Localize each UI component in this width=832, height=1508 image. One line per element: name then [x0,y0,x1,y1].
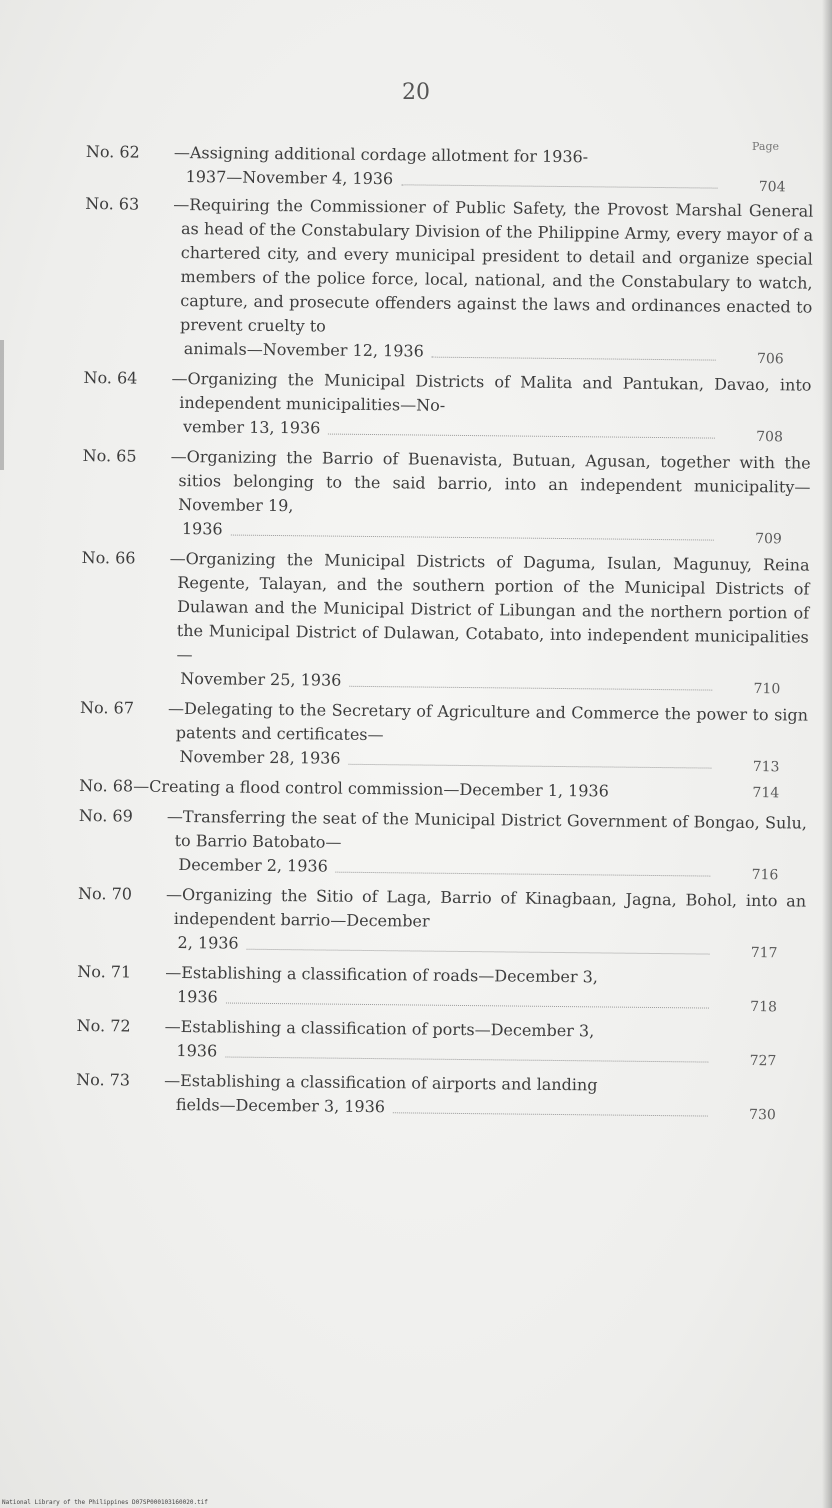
entry-date: 1937—November 4, 1936 [185,167,394,189]
binding-mark [0,340,4,470]
entry-page: 718 [750,999,778,1016]
entry-page: 704 [758,179,786,196]
entry-number: No. 69 [78,805,133,826]
entry-title: —Organizing the Sitio of Laga, Barrio of Kinagbaan, Jagna, Bohol, into an independent barrio—December [166,884,807,931]
entry-date: November 28, 1936 [179,747,341,768]
dot-leader [393,1111,708,1116]
entry-heading [82,444,811,524]
dot-leader [226,1002,709,1009]
toc-entry [77,960,777,1015]
toc-entry [77,882,807,962]
entry-date: 1936 [176,1040,218,1061]
entry-page: 709 [755,531,782,548]
entry-page: 717 [750,945,778,962]
entry-number: No. 62 [85,141,140,162]
entry-number: No. 63 [85,193,140,214]
entry-heading [83,366,811,422]
dot-leader [432,356,716,361]
entry-heading [79,804,807,860]
entry-heading [79,774,779,805]
dot-leader [247,948,710,955]
toc-entry [82,444,811,548]
entry-page: 730 [749,1106,776,1124]
entry-title: —Requiring the Commissioner of Public Safety, the Provost Marshal General as head of the Constabulary Division of the Philippine Army, every mayor of a chartered city, and every municipal president to detail and organize special members of the police force, local, national, and the Constabulary to watch, capture, and prosecute offenders against the laws and ordinances enacted to prevent cruelty to [173,194,814,336]
entry-title: —Establishing a classification of roads—December 3, [165,962,599,987]
entry-number: No. 67 [79,697,135,718]
dot-leader [401,183,717,188]
entry-number: No. 70 [78,883,133,904]
entry-heading [84,192,813,344]
entry-number: No. 72 [76,1015,131,1036]
entry-title: —Establishing a classification of airports and landing [164,1070,598,1095]
scan-footer: National Library of the Philippines D07SP000103160020.tif [2,1499,208,1506]
page-edge-shadow [822,0,832,1508]
entry-date: 1936 [181,519,223,539]
entry-heading [80,546,809,674]
dot-leader [231,534,714,541]
entry-page: 706 [756,351,784,368]
entry-page: 710 [753,681,781,698]
entry-title: —Transferring the seat of the Municipal District Government of Bongao, Sulu, to Barrio Batobato— [166,806,807,852]
entry-page: 708 [756,429,784,446]
entry-page: 716 [751,867,779,884]
entry-page: 713 [752,759,780,776]
page-number: 20 [402,80,430,105]
dot-leader [336,871,711,877]
entry-title: —Organizing the Municipal Districts of Malita and Pantukan, Davao, into independent municipalities—No- [171,368,812,415]
entry-date: 1936 [176,987,218,1007]
toc-entry [78,804,807,884]
entry-date: 2, 1936 [177,933,239,953]
dot-leader [225,1056,708,1063]
entry-number: No. 71 [77,961,132,982]
toc-entry [79,696,809,776]
toc-list [76,140,814,1129]
entry-date: vember 13, 1936 [182,417,321,438]
page-column-label: Page [752,140,780,153]
entry-number: No. 65 [82,445,137,466]
toc-entry [76,1014,776,1069]
dot-leader [349,685,712,691]
toc-entry [80,546,810,698]
entry-page: 714 [752,785,780,802]
entry-page: 727 [749,1053,777,1070]
entry-title: —Assigning additional cordage allotment for 1936- [173,142,589,167]
entry-number: No. 73 [76,1069,131,1090]
entry-title: —Creating a flood control commission—December 1, 1936 [133,776,609,801]
entry-number: No. 64 [83,367,138,388]
entry-date: fields—December 3, 1936 [175,1094,386,1117]
toc-entry [79,774,779,805]
toc-entry [83,366,812,446]
entry-number: No. 68 [79,775,134,796]
entry-title: —Organizing the Municipal Districts of Daguma, Isulan, Magunuy, Reina Regente, Talayan, and the southern portion of the Municipal Districts of Dulawan and the Municipal District of Libungan and the northern portion of the Municipal District of Dulawan, Cotabato, into independent municipalities— [169,548,810,665]
entry-title: —Establishing a classification of ports—December 3, [164,1016,595,1041]
entry-number: No. 66 [81,547,136,568]
entry-date: November 25, 1936 [180,669,342,690]
toc-entry [84,192,814,368]
toc-entry [76,1068,776,1123]
entry-date: animals—November 12, 1936 [183,339,424,361]
entry-title: —Delegating to the Secretary of Agriculture and Commerce the power to sign patents and certificates— [167,698,809,745]
dot-leader [328,433,715,439]
entry-heading [78,882,806,938]
toc-entry [85,140,785,195]
entry-title: —Organizing the Barrio of Buenavista, Butuan, Agusan, together with the sitios belonging to the said barrio, into an independent municipality—November 19, [170,446,811,516]
entry-date: December 2, 1936 [178,855,328,876]
dot-leader [348,763,711,769]
entry-heading [80,696,808,752]
